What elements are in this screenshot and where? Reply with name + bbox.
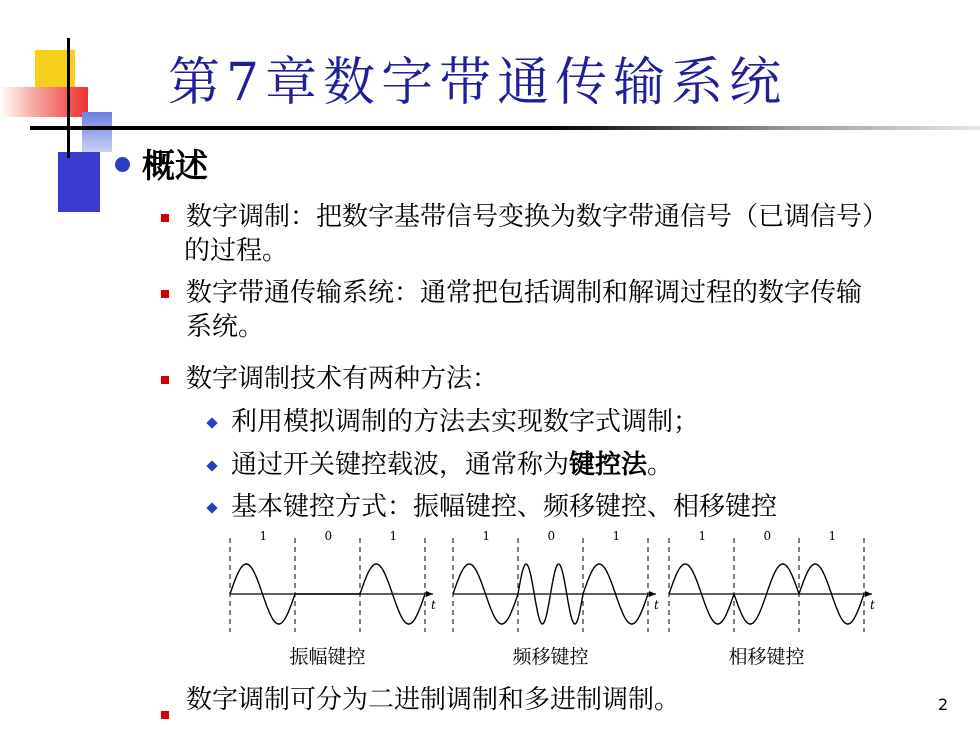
deco-red-bar	[0, 87, 88, 117]
axis-label: t	[654, 598, 659, 612]
bullet-square-icon	[161, 711, 169, 719]
axis-label: t	[870, 598, 875, 612]
sub-bullet-suffix: 。	[647, 450, 674, 480]
keying-waveforms-figure	[0, 530, 980, 680]
sub-bullet-item: 利用模拟调制的方法去实现数字式调制；	[231, 407, 700, 437]
bit-label: 1	[389, 530, 398, 543]
bullet-line: 数字带通传输系统：通常把包括调制和解调过程的数字传输	[186, 278, 863, 308]
bit-label: 0	[763, 530, 772, 543]
bit-label: 1	[828, 530, 837, 543]
bullet-square-icon	[161, 290, 169, 298]
bullet-item	[186, 276, 862, 344]
title-underline	[30, 126, 980, 130]
page-number: 2	[938, 695, 949, 714]
deco-blue-fade	[82, 112, 112, 152]
bit-label: 1	[259, 530, 268, 543]
slide-title: 第7章数字带通传输系统	[168, 53, 788, 113]
sub-bullet-item	[231, 448, 673, 482]
bullet-line: 系统。	[186, 312, 265, 342]
sub-bullet-item: 基本键控方式：振幅键控、频移键控、相移键控	[231, 492, 778, 522]
axis-arrow-icon	[649, 591, 656, 597]
figure-caption: 相移键控	[728, 646, 805, 668]
bullet-square-icon	[161, 214, 169, 222]
sub-bullet-text: 通过开关键控载波，通常称为	[231, 450, 570, 480]
deco-vertical-line	[67, 38, 70, 158]
bullet-item: 数字调制可分为二进制调制和多进制调制。	[186, 685, 681, 715]
bullet-line: 数字调制技术有两种方法：	[186, 364, 499, 394]
bit-label: 1	[612, 530, 621, 543]
bit-label: 0	[324, 530, 333, 543]
axis-arrow-icon	[426, 591, 433, 597]
bullet-item	[186, 362, 498, 396]
diamond-bullet-icon	[206, 502, 217, 513]
bit-label: 1	[698, 530, 707, 543]
diamond-bullet-icon	[206, 460, 217, 471]
bullet-dot-icon	[115, 157, 130, 172]
axis-arrow-icon	[865, 591, 872, 597]
diamond-bullet-icon	[206, 417, 217, 428]
bullet-line: 的过程。	[184, 236, 289, 266]
bit-label: 1	[482, 530, 491, 543]
bullet-square-icon	[161, 376, 169, 384]
axis-label: t	[431, 598, 436, 612]
figure-caption: 振幅键控	[289, 646, 366, 668]
bit-label: 0	[547, 530, 556, 543]
sub-bullet-bold: 键控法	[569, 450, 648, 480]
section-heading	[115, 140, 208, 187]
bullet-line: 数字调制：把数字基带信号变换为数字带通信号（已调信号）	[186, 202, 889, 232]
deco-blue-square	[58, 152, 100, 212]
figure-caption: 频移键控	[512, 646, 589, 668]
section-heading-text: 概述	[142, 146, 208, 185]
bullet-item	[186, 200, 888, 268]
